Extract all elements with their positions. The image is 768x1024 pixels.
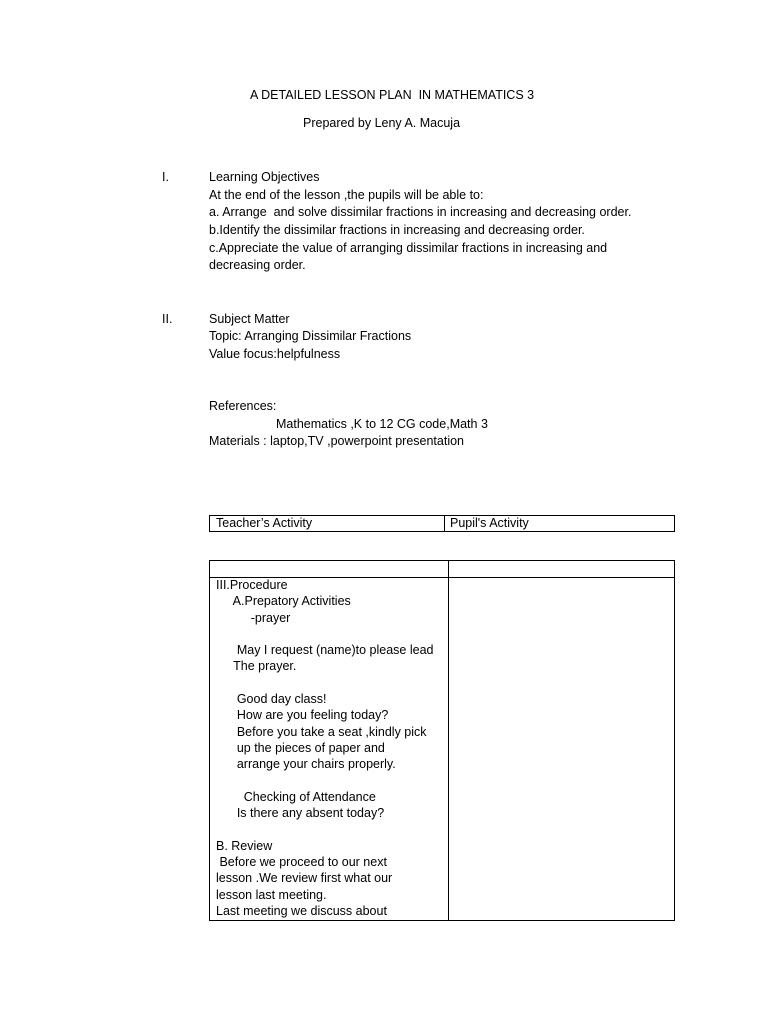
- procedure-line: Last meeting we discuss about: [216, 903, 387, 918]
- materials: Materials : laptop,TV ,powerpoint presentation: [209, 434, 464, 448]
- objective-c-cont: decreasing order.: [209, 258, 306, 272]
- procedure-line: [216, 675, 446, 691]
- procedure-line: May I request (name)to please lead: [216, 643, 434, 658]
- procedure-line: [216, 773, 446, 789]
- teacher-activity-cell: [216, 577, 446, 919]
- procedure-line: Good day class!: [216, 692, 327, 707]
- procedure-line: B. Review: [216, 838, 273, 853]
- procedure-line: up the pieces of paper and: [216, 740, 385, 755]
- value-focus: Value focus:helpfulness: [209, 347, 341, 361]
- procedure-line: A.Prepatory Activities: [216, 594, 351, 609]
- teacher-activity-header: Teacher’s Activity: [216, 516, 313, 530]
- procedure-line: lesson last meeting.: [216, 887, 327, 902]
- procedure-line: Before you take a seat ,kindly pick: [216, 724, 427, 739]
- pupil-activity-cell: [450, 578, 674, 918]
- procedure-line: [216, 626, 446, 642]
- header-divider: [444, 516, 445, 531]
- reference-entry: Mathematics ,K to 12 CG code,Math 3: [276, 417, 488, 431]
- section-2-numeral: II.: [162, 312, 173, 326]
- section-1-numeral: I.: [162, 170, 169, 184]
- procedure-line: arrange your chairs properly.: [216, 757, 396, 772]
- objective-c: c.Appreciate the value of arranging dissimilar fractions in increasing and: [209, 241, 608, 255]
- objective-intro: At the end of the lesson ,the pupils will be able to:: [209, 188, 484, 202]
- procedure-line: lesson .We review first what our: [216, 871, 393, 886]
- activity-header-table: [209, 515, 675, 532]
- procedure-line: Checking of Attendance: [216, 789, 376, 804]
- objective-a: a. Arrange and solve dissimilar fractions in increasing and decreasing order.: [209, 205, 632, 219]
- prepared-by: Prepared by Leny A. Macuja: [303, 116, 461, 130]
- procedure-line: [216, 821, 446, 837]
- objective-b: b.Identify the dissimilar fractions in increasing and decreasing order.: [209, 223, 585, 237]
- column-divider: [448, 561, 449, 920]
- references-label: References:: [209, 399, 277, 413]
- procedure-line: Before we proceed to our next: [216, 855, 387, 870]
- section-1-heading: Learning Objectives: [209, 170, 320, 184]
- procedure-line: Is there any absent today?: [216, 806, 385, 821]
- procedure-line: -prayer: [216, 610, 291, 625]
- pupil-activity-header: Pupil's Activity: [450, 516, 529, 530]
- procedure-line: How are you feeling today?: [216, 708, 389, 723]
- topic: Topic: Arranging Dissimilar Fractions: [209, 329, 412, 343]
- procedure-table: [209, 560, 675, 921]
- procedure-line: The prayer.: [216, 659, 297, 674]
- document-title: A DETAILED LESSON PLAN IN MATHEMATICS 3: [250, 88, 535, 102]
- procedure-line: III.Procedure: [216, 578, 288, 592]
- section-2-heading: Subject Matter: [209, 312, 290, 326]
